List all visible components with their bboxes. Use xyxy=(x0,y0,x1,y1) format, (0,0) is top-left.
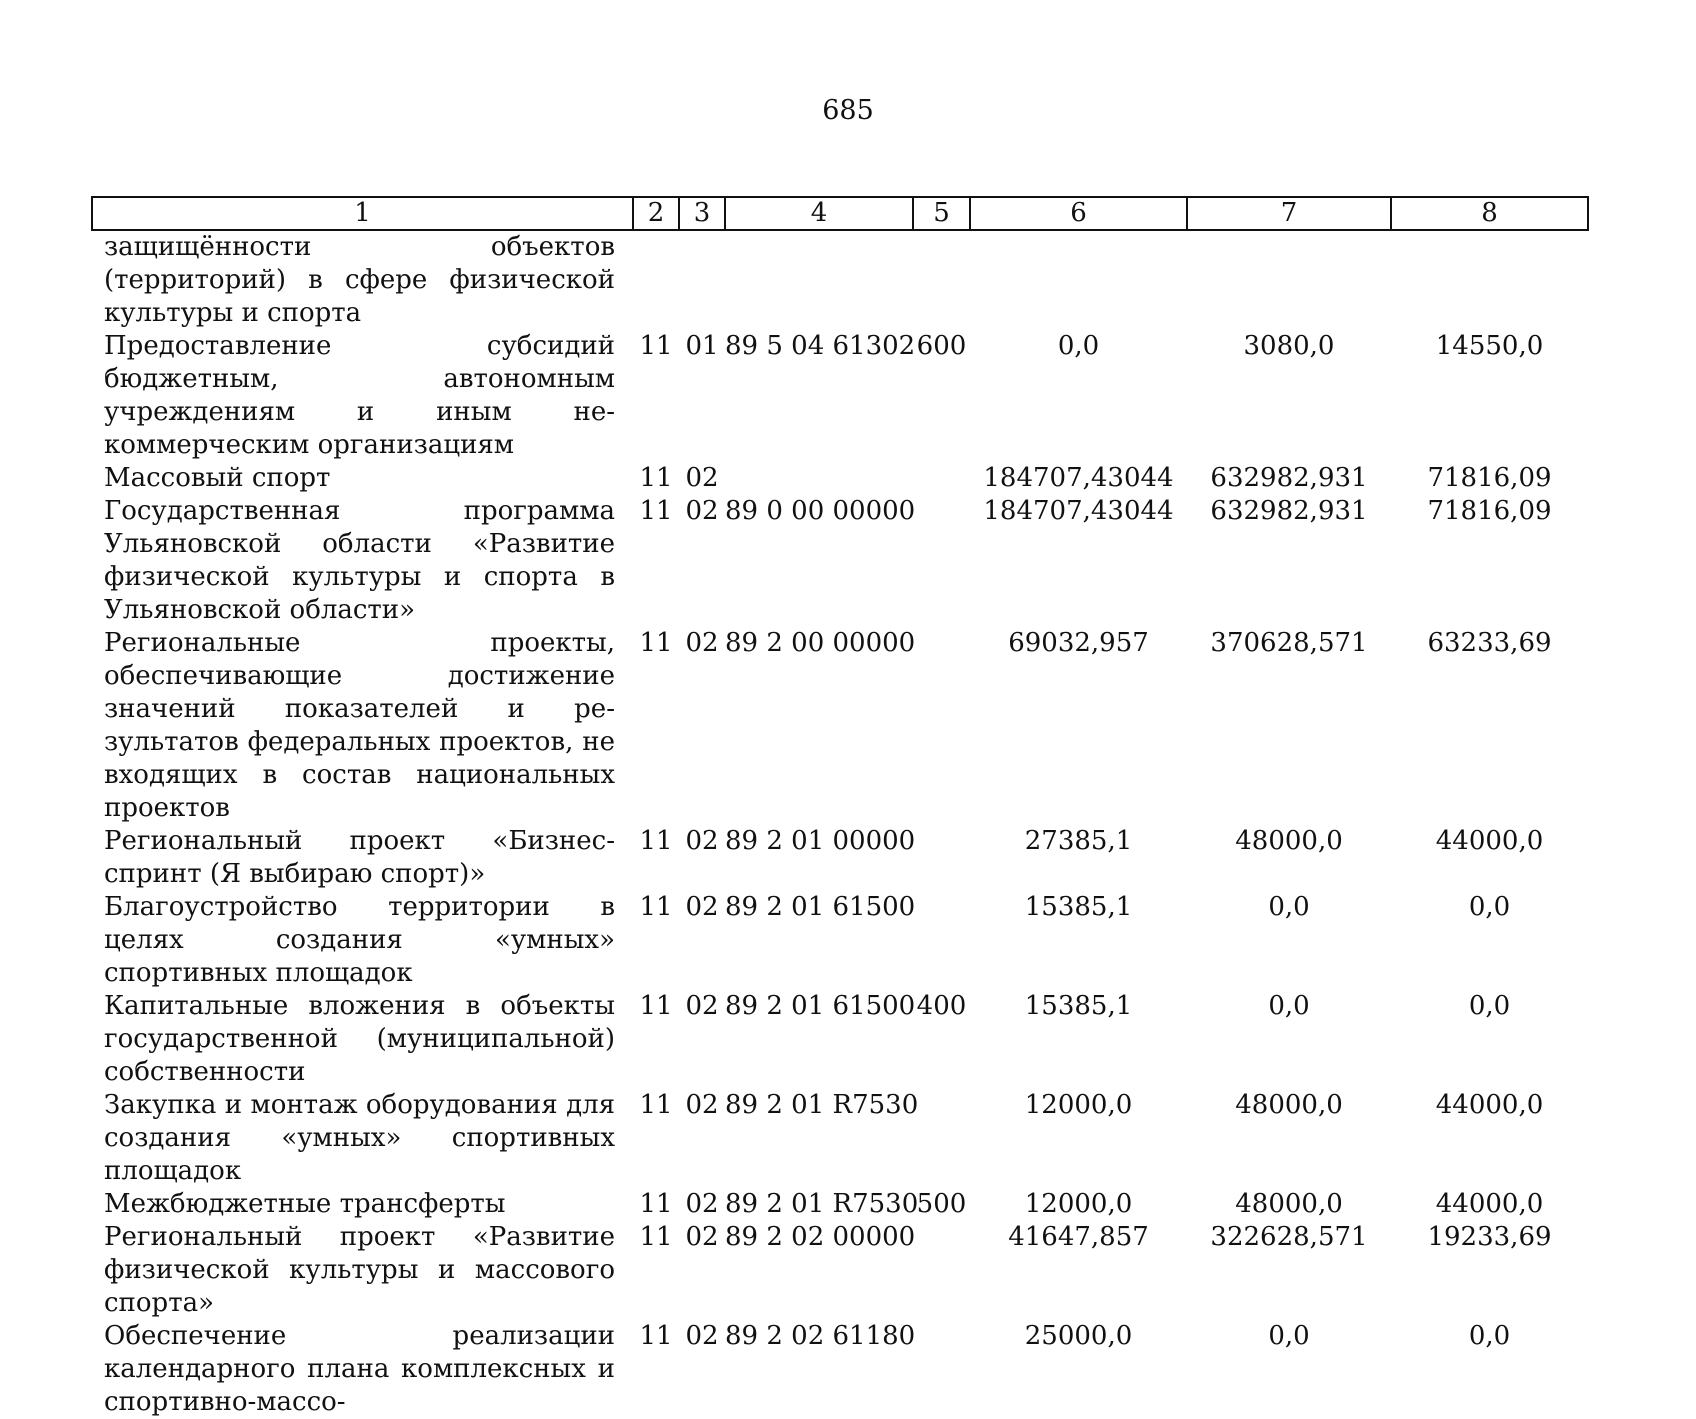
row-section: 11 xyxy=(639,331,673,361)
table-row xyxy=(92,825,1588,891)
row-amount-col8: 14550,0 xyxy=(1435,331,1544,361)
row-section: 11 xyxy=(639,628,673,658)
header-col-4: 4 xyxy=(725,197,913,230)
row-amount-col8: 0,0 xyxy=(1468,991,1511,1021)
row-amount-col7: 48000,0 xyxy=(1235,826,1343,856)
table-row xyxy=(92,462,1588,495)
row-expense-type xyxy=(913,462,970,495)
row-subsection xyxy=(679,230,725,330)
row-amount-col6: 0,0 xyxy=(1057,331,1100,361)
row-target-article: 89 2 01 61500 xyxy=(725,991,916,1021)
row-target-article: 89 2 02 00000 xyxy=(725,1222,916,1252)
row-amount-col8: 44000,0 xyxy=(1435,1189,1544,1219)
row-target-article: 89 0 00 00000 xyxy=(725,496,916,526)
table-row xyxy=(92,330,1588,462)
table-row xyxy=(92,1089,1588,1188)
row-section: 11 xyxy=(639,463,673,493)
header-col-1: 1 xyxy=(92,197,633,230)
row-subsection: 02 xyxy=(685,1189,719,1219)
row-amount-col6: 184707,43044 xyxy=(983,496,1174,526)
row-amount-col6: 12000,0 xyxy=(1024,1090,1133,1120)
row-amount-col7: 0,0 xyxy=(1268,1321,1310,1351)
row-section: 11 xyxy=(639,892,673,922)
row-name: защищённости объектов (территорий) в сфере физической культуры и спорта xyxy=(104,232,615,328)
row-name: Межбюджетные трансферты xyxy=(104,1189,506,1219)
header-row xyxy=(92,197,1588,230)
row-expense-type xyxy=(913,825,970,891)
row-amount-col8: 44000,0 xyxy=(1435,826,1544,856)
row-target-article: 89 2 01 61500 xyxy=(725,892,916,922)
row-amount-col6: 15385,1 xyxy=(1024,991,1133,1021)
row-amount-col7: 48000,0 xyxy=(1235,1189,1343,1219)
row-amount-col7 xyxy=(1187,230,1391,330)
row-amount-col7: 48000,0 xyxy=(1235,1090,1343,1120)
row-subsection: 02 xyxy=(685,991,719,1021)
row-section: 11 xyxy=(639,1222,673,1252)
row-subsection: 02 xyxy=(685,1090,719,1120)
page-number: 685 xyxy=(822,95,874,126)
row-target-article: 89 2 02 61180 xyxy=(725,1321,916,1351)
row-target-article: 89 5 04 61302 xyxy=(725,331,916,361)
row-name: Региональный проект «Развитие физической культуры и массового спорта» xyxy=(104,1222,615,1318)
row-section: 11 xyxy=(639,1321,673,1351)
table-row xyxy=(92,1188,1588,1221)
row-expense-type xyxy=(913,1320,970,1419)
row-expense-type xyxy=(913,1089,970,1188)
row-expense-type xyxy=(913,1221,970,1320)
row-section: 11 xyxy=(639,1189,673,1219)
row-expense-type: 400 xyxy=(916,991,967,1021)
row-subsection: 02 xyxy=(685,463,719,493)
row-subsection: 02 xyxy=(685,1321,719,1351)
table-row xyxy=(92,891,1588,990)
row-amount-col8: 63233,69 xyxy=(1427,628,1552,658)
table-row xyxy=(92,495,1588,627)
row-amount-col7: 632982,931 xyxy=(1210,496,1368,526)
row-target-article: 89 2 01 R7530 xyxy=(725,1189,919,1219)
row-amount-col6: 27385,1 xyxy=(1024,826,1133,856)
row-section: 11 xyxy=(639,1090,673,1120)
header-col-2: 2 xyxy=(633,197,679,230)
row-name: Региональные проекты, обеспечивающие достижение значений показателей и результатов федеральных проектов, не входящих в состав национальных проектов xyxy=(104,628,615,823)
row-section xyxy=(633,230,679,330)
row-section: 11 xyxy=(639,826,673,856)
row-expense-type xyxy=(913,891,970,990)
row-amount-col8: 19233,69 xyxy=(1427,1222,1552,1252)
row-expense-type xyxy=(913,495,970,627)
row-subsection: 02 xyxy=(685,496,719,526)
row-amount-col6: 69032,957 xyxy=(1008,628,1149,658)
table-row xyxy=(92,990,1588,1089)
row-name: Закупка и монтаж оборудования для создания «умных» спортивных площадок xyxy=(104,1090,615,1186)
row-subsection: 02 xyxy=(685,1222,719,1252)
table-body xyxy=(92,230,1588,1419)
row-amount-col7: 3080,0 xyxy=(1243,331,1335,361)
row-subsection: 02 xyxy=(685,826,719,856)
row-amount-col6: 15385,1 xyxy=(1024,892,1133,922)
table-row xyxy=(92,627,1588,825)
row-expense-type: 600 xyxy=(916,331,967,361)
row-amount-col8: 0,0 xyxy=(1468,892,1511,922)
row-amount-col6: 25000,0 xyxy=(1024,1321,1133,1351)
row-amount-col8: 71816,09 xyxy=(1427,496,1552,526)
row-amount-col8: 0,0 xyxy=(1468,1321,1511,1351)
row-target-article xyxy=(725,230,913,330)
row-amount-col7: 0,0 xyxy=(1268,991,1310,1021)
row-section: 11 xyxy=(639,496,673,526)
row-name: Капитальные вложения в объекты государственной (муниципальной) собственности xyxy=(104,991,615,1087)
row-amount-col7: 632982,931 xyxy=(1210,463,1368,493)
table-header xyxy=(92,197,1588,230)
row-amount-col6: 41647,857 xyxy=(1008,1222,1149,1252)
row-name: Массовый спорт xyxy=(104,463,331,493)
row-amount-col7: 0,0 xyxy=(1268,892,1310,922)
row-target-article: 89 2 01 00000 xyxy=(725,826,916,856)
row-expense-type: 500 xyxy=(916,1189,967,1219)
row-amount-col7: 322628,571 xyxy=(1210,1222,1368,1252)
row-target-article: 89 2 00 00000 xyxy=(725,628,916,658)
row-target-article xyxy=(725,462,913,495)
row-section: 11 xyxy=(639,991,673,1021)
table-row xyxy=(92,1221,1588,1320)
header-col-6: 6 xyxy=(970,197,1187,230)
row-subsection: 01 xyxy=(685,331,719,361)
row-expense-type xyxy=(913,230,970,330)
table-row xyxy=(92,230,1588,330)
row-amount-col7: 370628,571 xyxy=(1210,628,1368,658)
row-amount-col8: 71816,09 xyxy=(1427,463,1552,493)
header-col-8: 8 xyxy=(1391,197,1588,230)
row-amount-col8 xyxy=(1391,230,1588,330)
budget-table-container xyxy=(91,196,1587,1419)
row-subsection: 02 xyxy=(685,892,719,922)
row-name: Благоустройство территории в целях создания «умных» спортивных площадок xyxy=(104,892,615,988)
row-subsection: 02 xyxy=(685,628,719,658)
row-target-article: 89 2 01 R7530 xyxy=(725,1090,919,1120)
budget-table xyxy=(91,196,1589,1419)
header-col-7: 7 xyxy=(1187,197,1391,230)
header-col-5: 5 xyxy=(913,197,970,230)
row-amount-col8: 44000,0 xyxy=(1435,1090,1544,1120)
header-col-3: 3 xyxy=(679,197,725,230)
row-amount-col6: 184707,43044 xyxy=(983,463,1174,493)
row-name: Региональный проект «Бизнес-спринт (Я выбираю спорт)» xyxy=(104,826,615,889)
row-expense-type xyxy=(913,627,970,825)
row-name: Предоставление субсидий бюджетным, автономным учреждениям и иным некоммерческим организациям xyxy=(104,331,615,460)
row-name: Обеспечение реализации календарного плана комплексных и спортивно-массо- xyxy=(104,1321,615,1417)
table-row xyxy=(92,1320,1588,1419)
row-amount-col6: 12000,0 xyxy=(1024,1189,1133,1219)
row-name: Государственная программа Ульяновской области «Развитие физической культуры и спорта в Ульяновской области» xyxy=(104,496,615,625)
row-amount-col6 xyxy=(970,230,1187,330)
